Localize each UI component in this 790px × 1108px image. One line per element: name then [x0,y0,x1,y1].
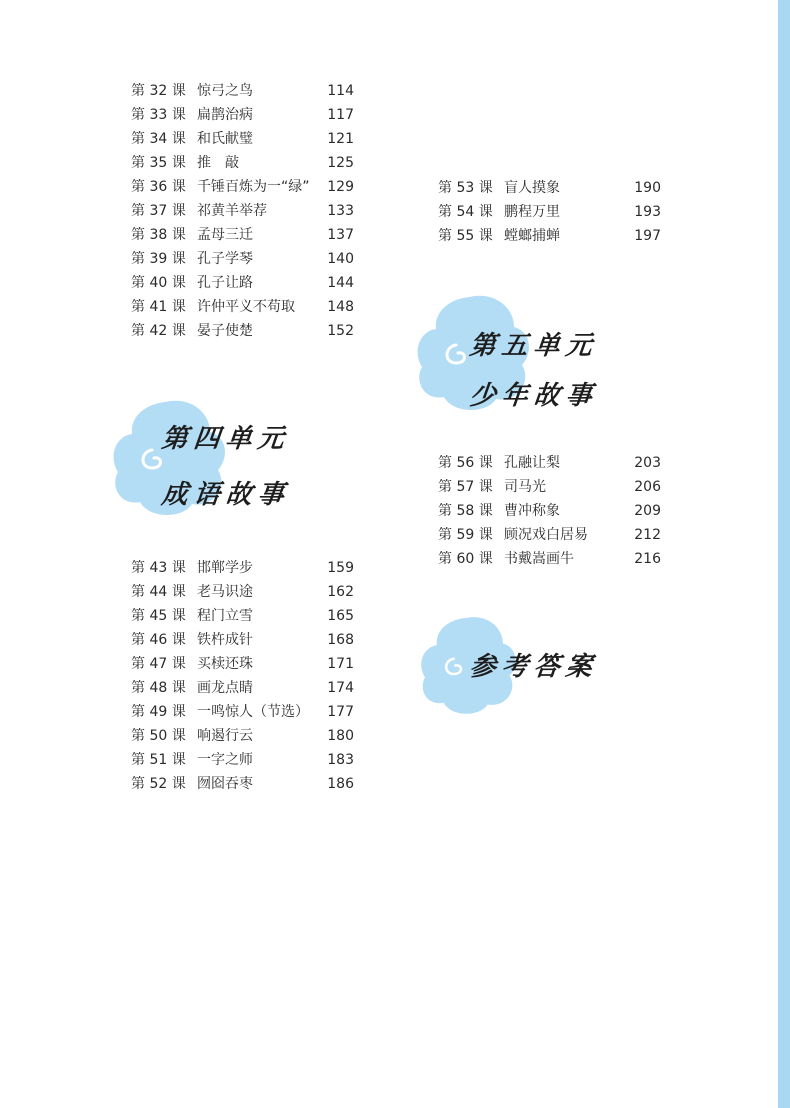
lesson-title: 响遏行云 [197,728,253,744]
toc-row[interactable] [438,224,661,248]
toc-row[interactable] [131,151,354,175]
toc-row[interactable] [131,295,354,319]
toc-row[interactable] [438,176,661,200]
toc-row[interactable] [438,547,661,571]
page-number: 180 [327,728,354,744]
page-number: 203 [634,455,661,471]
page-number: 177 [327,704,354,720]
lesson-number: 第 33 课 [131,107,186,123]
toc-row[interactable] [131,652,354,676]
lesson-number: 第 32 课 [131,83,186,99]
page-number: 209 [634,503,661,519]
lesson-title: 孔融让梨 [504,455,560,471]
page-number: 183 [327,752,354,768]
toc-row[interactable] [438,451,661,475]
toc-row[interactable] [131,556,354,580]
lesson-title: 囫囵吞枣 [197,776,253,792]
lesson-title: 买椟还珠 [197,656,253,672]
page-number: 125 [327,155,354,171]
toc-row[interactable] [438,523,661,547]
lesson-number: 第 52 课 [131,776,186,792]
toc-list-lessons-43-52 [131,556,354,796]
lesson-title: 祁黄羊举荐 [197,203,267,219]
lesson-number: 第 37 课 [131,203,186,219]
lesson-number: 第 43 课 [131,560,186,576]
lesson-number: 第 40 课 [131,275,186,291]
unit-5-title: 少年故事 [468,381,600,411]
lesson-title: 程门立雪 [197,608,253,624]
page-edge-strip [778,0,790,1108]
page-number: 212 [634,527,661,543]
toc-row[interactable] [131,772,354,796]
lesson-number: 第 56 课 [438,455,493,471]
lesson-number: 第 60 课 [438,551,493,567]
lesson-title: 画龙点睛 [197,680,253,696]
toc-row[interactable] [131,247,354,271]
lesson-number: 第 39 课 [131,251,186,267]
toc-row[interactable] [131,748,354,772]
lesson-number: 第 50 课 [131,728,186,744]
toc-row[interactable] [131,700,354,724]
page-number: 140 [327,251,354,267]
page-number: 216 [634,551,661,567]
lesson-number: 第 47 课 [131,656,186,672]
toc-list-lessons-32-42 [131,79,354,343]
page-number: 197 [634,228,661,244]
toc-row[interactable] [131,676,354,700]
lesson-title: 晏子使楚 [197,323,253,339]
lesson-title: 书戴嵩画牛 [504,551,574,567]
lesson-title: 老马识途 [197,584,253,600]
lesson-title: 和氏献璧 [197,131,253,147]
page-number: 159 [327,560,354,576]
lesson-number: 第 51 课 [131,752,186,768]
toc-list-lessons-56-60 [438,451,661,571]
lesson-title: 司马光 [504,479,546,495]
toc-row[interactable] [131,175,354,199]
lesson-title: 一鸣惊人（节选） [197,704,309,720]
answers-heading[interactable] [414,608,614,718]
lesson-title: 螳螂捕蝉 [504,228,560,244]
page-number: 129 [327,179,354,195]
page-number: 148 [327,299,354,315]
lesson-title: 铁杵成针 [197,632,253,648]
toc-row[interactable] [438,499,661,523]
page-number: 193 [634,204,661,220]
lesson-title: 许仲平义不苟取 [197,299,295,315]
toc-list-lessons-53-55 [438,176,661,248]
toc-row[interactable] [131,127,354,151]
page-number: 133 [327,203,354,219]
lesson-number: 第 34 课 [131,131,186,147]
page-number: 190 [634,180,661,196]
lesson-number: 第 35 课 [131,155,186,171]
toc-row[interactable] [131,103,354,127]
lesson-title: 推 敲 [197,155,239,171]
lesson-title: 孔子学琴 [197,251,253,267]
page-number: 117 [327,107,354,123]
lesson-number: 第 42 课 [131,323,186,339]
lesson-number: 第 41 课 [131,299,186,315]
lesson-title: 一字之师 [197,752,253,768]
lesson-title: 曹冲称象 [504,503,560,519]
page-number: 168 [327,632,354,648]
lesson-number: 第 44 课 [131,584,186,600]
toc-row[interactable] [131,79,354,103]
toc-row[interactable] [131,604,354,628]
page-number: 165 [327,608,354,624]
lesson-title: 鹏程万里 [504,204,560,220]
answers-title: 参考答案 [468,652,600,682]
lesson-number: 第 36 课 [131,179,186,195]
lesson-title: 孔子让路 [197,275,253,291]
lesson-number: 第 54 课 [438,204,493,220]
page-number: 174 [327,680,354,696]
page-number: 171 [327,656,354,672]
toc-row[interactable] [131,199,354,223]
toc-row[interactable] [131,223,354,247]
lesson-number: 第 55 课 [438,228,493,244]
lesson-number: 第 59 课 [438,527,493,543]
unit-5-number: 第五单元 [468,331,600,361]
toc-row[interactable] [131,724,354,748]
lesson-title: 盲人摸象 [504,180,560,196]
page-number: 144 [327,275,354,291]
lesson-number: 第 53 课 [438,180,493,196]
lesson-number: 第 46 课 [131,632,186,648]
lesson-title: 惊弓之鸟 [197,83,253,99]
unit-4-number: 第四单元 [160,424,292,454]
page-number: 162 [327,584,354,600]
lesson-number: 第 49 课 [131,704,186,720]
unit-4-title: 成语故事 [160,480,292,510]
toc-row[interactable] [438,200,661,224]
unit-5-heading[interactable] [414,285,614,425]
toc-row[interactable] [131,319,354,343]
toc-row[interactable] [131,628,354,652]
page-number: 137 [327,227,354,243]
toc-row[interactable] [131,580,354,604]
page-number: 206 [634,479,661,495]
toc-row[interactable] [438,475,661,499]
page-number: 121 [327,131,354,147]
lesson-number: 第 38 课 [131,227,186,243]
page-number: 152 [327,323,354,339]
lesson-title: 扁鹊治病 [197,107,253,123]
lesson-title: 千锤百炼为一“绿” [197,179,310,195]
toc-row[interactable] [131,271,354,295]
lesson-number: 第 57 课 [438,479,493,495]
lesson-title: 孟母三迁 [197,227,253,243]
lesson-number: 第 58 课 [438,503,493,519]
lesson-number: 第 45 课 [131,608,186,624]
page-number: 186 [327,776,354,792]
lesson-title: 邯郸学步 [197,560,253,576]
unit-4-heading[interactable] [110,390,310,530]
lesson-number: 第 48 课 [131,680,186,696]
page-number: 114 [327,83,354,99]
lesson-title: 顾况戏白居易 [504,527,588,543]
